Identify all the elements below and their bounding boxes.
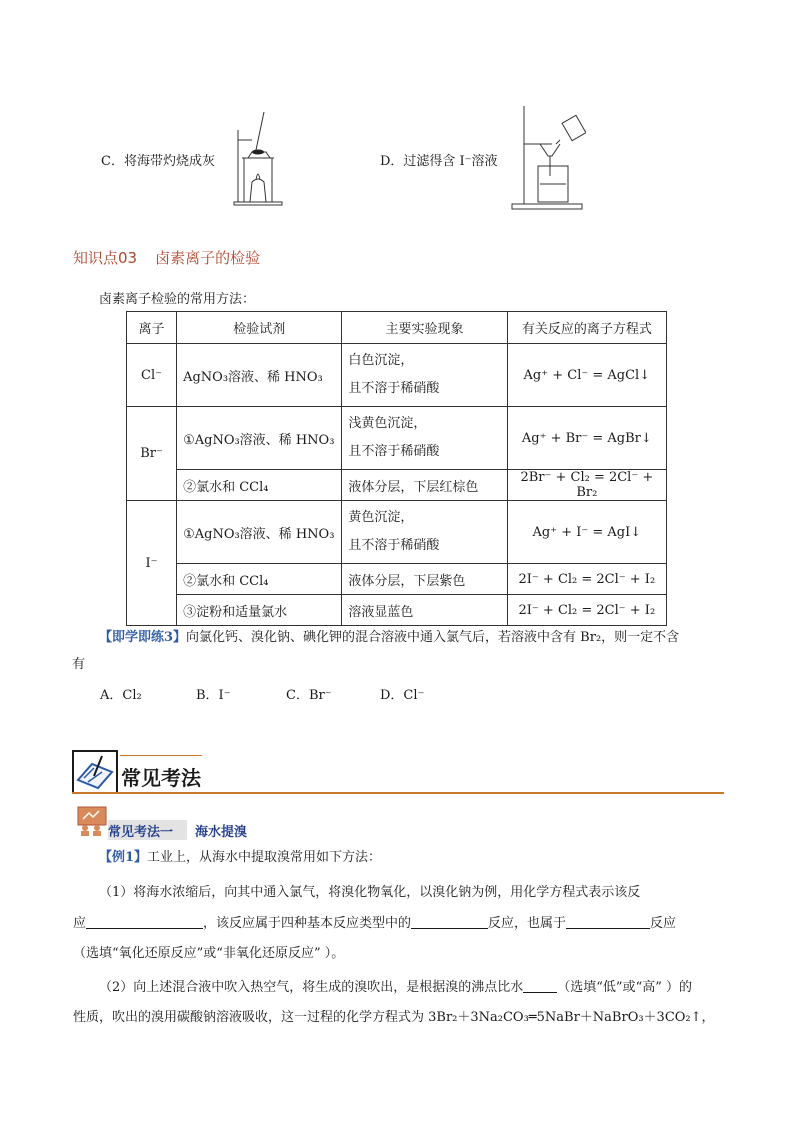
option-c: C．将海带灼烧成灰 [101, 154, 215, 169]
question-2-line-2: 性质，吹出的溴用碳酸钠溶液吸收，这一过程的化学方程式为 3Br₂＋3Na₂CO₃═5NaBr＋NaBrO₃＋3CO₂↑， [73, 1010, 715, 1025]
method-heading [108, 821, 247, 840]
equation-cell: Ag⁺ + Br⁻ = AgBr↓ [507, 407, 666, 470]
section-title-text: 卤素离子的检验 [155, 249, 261, 267]
phenomenon-line: 且不溶于稀硝酸 [348, 538, 440, 553]
reagent-cell: ①AgNO₃溶液、稀 HNO₃ [177, 501, 342, 564]
reagent-cell: ①AgNO₃溶液、稀 HNO₃ [177, 407, 342, 470]
question-1-text: ，该反应属于四种基本反应类型中的 [203, 916, 412, 931]
table-row [127, 595, 667, 626]
question-1-line-1: （1）将海水浓缩后，向其中通入氯气，将溴化物氧化，以溴化钠为例，用化学方程式表示该反 [99, 885, 641, 900]
reagent-cell: ②氯水和 CCl₄ [177, 564, 342, 595]
reagent-cell: AgNO₃溶液、稀 HNO₃ [177, 344, 342, 407]
equation-cell: Ag⁺ + I⁻ = AgI↓ [507, 501, 666, 564]
table-row [127, 344, 667, 407]
table-header: 主要实验现象 [342, 312, 507, 344]
practice-option-a[interactable]: A．Cl₂ [100, 688, 142, 703]
practice-option-d[interactable]: D．Cl⁻ [380, 688, 425, 703]
phenomenon-cell [342, 501, 507, 564]
section-title [73, 247, 260, 268]
equation-cell: Ag⁺ + Cl⁻ = AgCl↓ [507, 344, 666, 407]
ion-cell: Br⁻ [127, 407, 177, 501]
banner-title: 常见考法 [121, 766, 201, 790]
question-1-text: 反应 [650, 916, 677, 931]
phenomenon-line: 白色沉淀， [348, 353, 414, 368]
question-1-line-3: （选填“氧化还原反应”或“非氧化还原反应” ）。 [73, 946, 345, 961]
practice-question [99, 624, 679, 652]
practice-option-c[interactable]: C．Br⁻ [286, 688, 332, 703]
phenomenon-line: 且不溶于稀硝酸 [348, 444, 440, 459]
method-label: 常见考法一 [108, 825, 174, 840]
practice-option-b[interactable]: B．I⁻ [196, 688, 231, 703]
phenomenon-line: 且不溶于稀硝酸 [348, 381, 440, 396]
equation-cell: 2I⁻ + Cl₂ = 2Cl⁻ + I₂ [507, 564, 666, 595]
example-intro-text: 工业上，从海水中提取溴常用如下方法： [147, 850, 382, 865]
question-1-text: 反应，也属于 [488, 916, 567, 931]
halide-detection-table [126, 311, 667, 626]
table-header: 离子 [127, 312, 177, 344]
table-row [127, 501, 667, 564]
question-2-line-1 [99, 976, 692, 995]
ion-cell: I⁻ [127, 501, 177, 626]
answer-blank-redox[interactable] [566, 914, 650, 929]
table-row [127, 407, 667, 470]
phenomenon-cell [342, 344, 507, 407]
question-1-line-2 [73, 912, 676, 931]
banner-top-rule [120, 755, 202, 756]
question-2-text: （选填“低”或“高” ）的 [557, 980, 692, 995]
equation-cell: 2Br⁻ + Cl₂ = 2Cl⁻ + Br₂ [507, 470, 666, 501]
ion-cell: Cl⁻ [127, 344, 177, 407]
phenomenon-cell: 液体分层，下层红棕色 [342, 470, 507, 501]
answer-blank-reaction-type[interactable] [411, 914, 488, 929]
table-row [127, 564, 667, 595]
section-intro: 卤素离子检验的常用方法： [99, 292, 256, 307]
method-title: 海水提溴 [195, 825, 248, 840]
reagent-cell: ③淀粉和适量氯水 [177, 595, 342, 626]
teacher-icon [77, 806, 107, 836]
phenomenon-cell: 溶液显蓝色 [342, 595, 507, 626]
practice-tag: 【即学即练3】 [99, 630, 187, 645]
phenomenon-line: 浅黄色沉淀， [348, 416, 427, 431]
table-header: 检验试剂 [177, 312, 342, 344]
phenomenon-cell: 液体分层，下层紫色 [342, 564, 507, 595]
phenomenon-cell [342, 407, 507, 470]
table-header-row [127, 312, 667, 344]
equation-cell: 2I⁻ + Cl₂ = 2Cl⁻ + I₂ [507, 595, 666, 626]
table-row [127, 470, 667, 501]
notebook-icon [72, 750, 118, 794]
reagent-cell: ②氯水和 CCl₄ [177, 470, 342, 501]
question-1-text: 应 [73, 916, 87, 931]
section-number: 知识点03 [73, 249, 138, 267]
phenomenon-line: 黄色沉淀， [348, 510, 414, 525]
banner-rule [72, 792, 724, 794]
filtration-apparatus-illustration [510, 104, 586, 212]
question-2-text: （2）向上述混合液中吹入热空气，将生成的溴吹出，是根据溴的沸点比水 [99, 980, 524, 995]
answer-blank-boiling-point[interactable] [523, 978, 557, 993]
example-tag: 【例1】 [99, 850, 148, 865]
option-d: D．过滤得含 I⁻溶液 [380, 154, 498, 169]
example-intro [99, 846, 381, 865]
practice-question-cont: 有 [72, 657, 86, 672]
answer-blank-equation[interactable] [86, 914, 203, 929]
burning-apparatus-illustration [230, 110, 286, 206]
table-header: 有关反应的离子方程式 [507, 312, 666, 344]
practice-text: 向氯化钙、溴化钠、碘化钾的混合溶液中通入氯气后，若溶液中含有 Br₂，则一定不含 [186, 630, 680, 645]
